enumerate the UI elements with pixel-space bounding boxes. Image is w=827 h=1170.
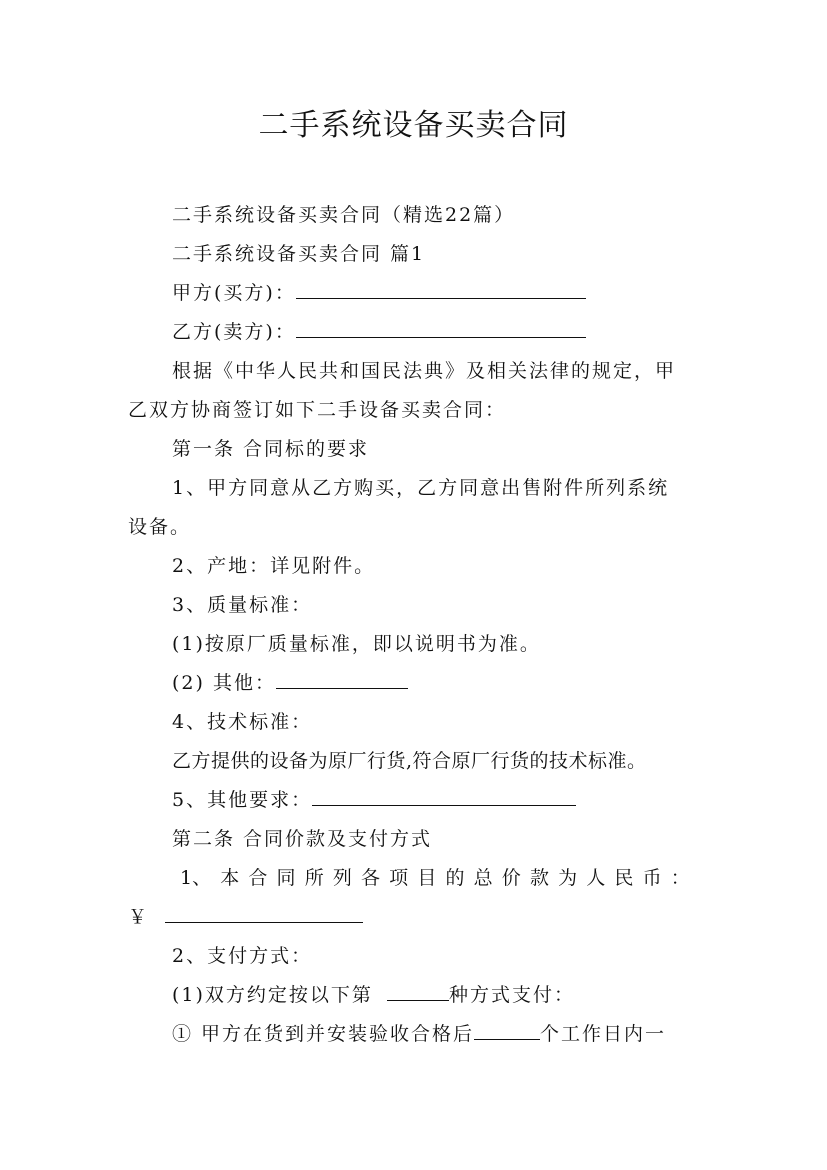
item-1-line-1: 1、甲方同意从乙方购买，乙方同意出售附件所列系统 xyxy=(172,477,670,499)
payment-option-1-prefix: ① 甲方在货到并安装验收合格后 xyxy=(172,1023,475,1045)
price-char: 目 xyxy=(417,867,437,889)
price-char: 所 xyxy=(304,867,324,889)
price-char: 币 xyxy=(642,867,662,889)
intro-line-1: 根据《中华人民共和国民法典》及相关法律的规定，甲 xyxy=(172,360,677,382)
party-a-line xyxy=(128,278,752,305)
item-4: 4、技术标准： xyxy=(172,711,313,733)
price-amount-line xyxy=(128,902,708,929)
intro-line-2: 乙双方协商签订如下二手设备买卖合同： xyxy=(128,399,507,421)
party-a-blank xyxy=(296,280,586,299)
price-char: 民 xyxy=(614,867,634,889)
document-title: 二手系统设备买卖合同 xyxy=(258,108,569,143)
article-2-heading: 第二条 合同价款及支付方式 xyxy=(172,828,433,850)
price-char: 为 xyxy=(558,867,578,889)
party-a-label: 甲方(买方)： xyxy=(172,282,296,304)
article-1-heading: 第一条 合同标的要求 xyxy=(172,438,370,460)
party-b-blank xyxy=(296,319,586,338)
item-1-line-2: 设备。 xyxy=(128,516,192,538)
price-char: 各 xyxy=(361,867,381,889)
price-char: 价 xyxy=(501,867,521,889)
yen-symbol: ￥ xyxy=(128,906,150,928)
price-char: ： xyxy=(670,867,690,889)
section-heading: 二手系统设备买卖合同 篇1 xyxy=(172,243,426,265)
payment-option-blank xyxy=(387,982,449,1001)
payment-option-1-suffix: 个工作日内一 xyxy=(540,1023,667,1045)
party-b-line xyxy=(128,317,752,344)
party-b-label: 乙方(卖方)： xyxy=(172,321,296,343)
price-char: 总 xyxy=(473,867,493,889)
payment-option-suffix: 种方式支付： xyxy=(448,984,575,1006)
item-3-1: (1)按原厂质量标准，即以说明书为准。 xyxy=(172,633,541,655)
item-5-line xyxy=(128,785,752,812)
price-char: 款 xyxy=(529,867,549,889)
price-char: 的 xyxy=(445,867,465,889)
price-line xyxy=(180,863,690,890)
payment-option-1-line xyxy=(128,1019,752,1046)
price-char: 人 xyxy=(586,867,606,889)
price-char: 本 xyxy=(220,867,240,889)
item-2: 2、产地：详见附件。 xyxy=(172,555,376,577)
payment-option-line xyxy=(128,980,752,1007)
payment-method: 2、支付方式： xyxy=(172,945,313,967)
item-3: 3、质量标准： xyxy=(172,594,313,616)
item-3-2-blank xyxy=(276,670,408,689)
price-char: 1、 xyxy=(180,867,212,889)
item-5-blank xyxy=(312,787,576,806)
price-char: 同 xyxy=(276,867,296,889)
price-char: 项 xyxy=(389,867,409,889)
item-3-2-line xyxy=(128,668,752,695)
item-4-text: 乙方提供的设备为原厂行货,符合原厂行货的技术标准。 xyxy=(172,750,647,772)
price-blank xyxy=(165,904,363,923)
payment-option-1-blank xyxy=(474,1021,540,1040)
subtitle: 二手系统设备买卖合同（精选22篇） xyxy=(172,204,516,226)
payment-option-prefix: (1)双方约定按以下第 xyxy=(172,984,373,1006)
price-char: 合 xyxy=(248,867,268,889)
item-3-2-label: (2) 其他： xyxy=(172,672,276,694)
price-char: 列 xyxy=(332,867,352,889)
item-5-label: 5、其他要求： xyxy=(172,789,313,811)
